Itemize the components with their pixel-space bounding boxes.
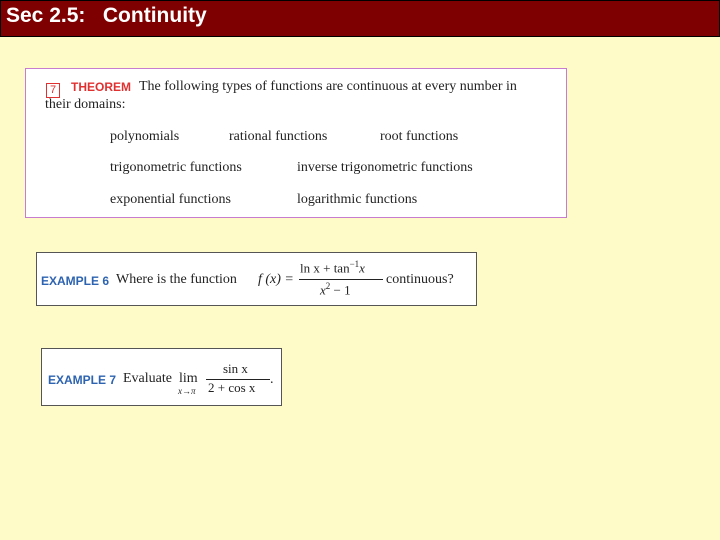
example-6-box — [36, 252, 477, 306]
theorem-box — [25, 68, 567, 218]
example-6-prompt: Where is the function — [116, 272, 237, 287]
example-6-numerator: $\ln x + \tan^{-1}x$ — [300, 259, 365, 276]
function-type: exponential functions — [110, 192, 231, 207]
example-7-lim: lim — [179, 371, 198, 386]
theorem-text-line1: The following types of functions are continuous at every number in — [139, 79, 517, 94]
example-7-box — [41, 348, 282, 406]
example-7-lim-subscript: x→π — [178, 386, 196, 396]
title-bar — [0, 0, 720, 37]
page-title: Sec 2.5: Continuity — [6, 4, 207, 27]
example-7-prompt: Evaluate — [123, 371, 172, 386]
function-type: polynomials — [110, 129, 180, 144]
example-6-label: EXAMPLE 6 — [41, 274, 110, 288]
example-7-numerator: sin x — [223, 361, 248, 376]
theorem-text-line2: their domains: — [45, 97, 126, 112]
theorem-number: 7 — [46, 83, 60, 98]
function-type: root functions — [380, 129, 459, 144]
function-type: trigonometric functions — [110, 160, 242, 175]
example-6-suffix: continuous? — [386, 272, 454, 287]
example-6-denominator: $x^2 - 1$ — [320, 281, 351, 298]
fraction-bar — [299, 279, 383, 280]
theorem-label: THEOREM — [71, 80, 131, 94]
function-type: rational functions — [229, 129, 328, 144]
function-type: logarithmic functions — [297, 192, 418, 207]
example-6-fx: f (x) = — [258, 272, 294, 287]
example-7-period: . — [270, 372, 274, 387]
example-7-denominator: 2 + cos x — [208, 380, 256, 395]
example-7-label: EXAMPLE 7 — [48, 373, 117, 387]
function-type: inverse trigonometric functions — [297, 160, 473, 175]
